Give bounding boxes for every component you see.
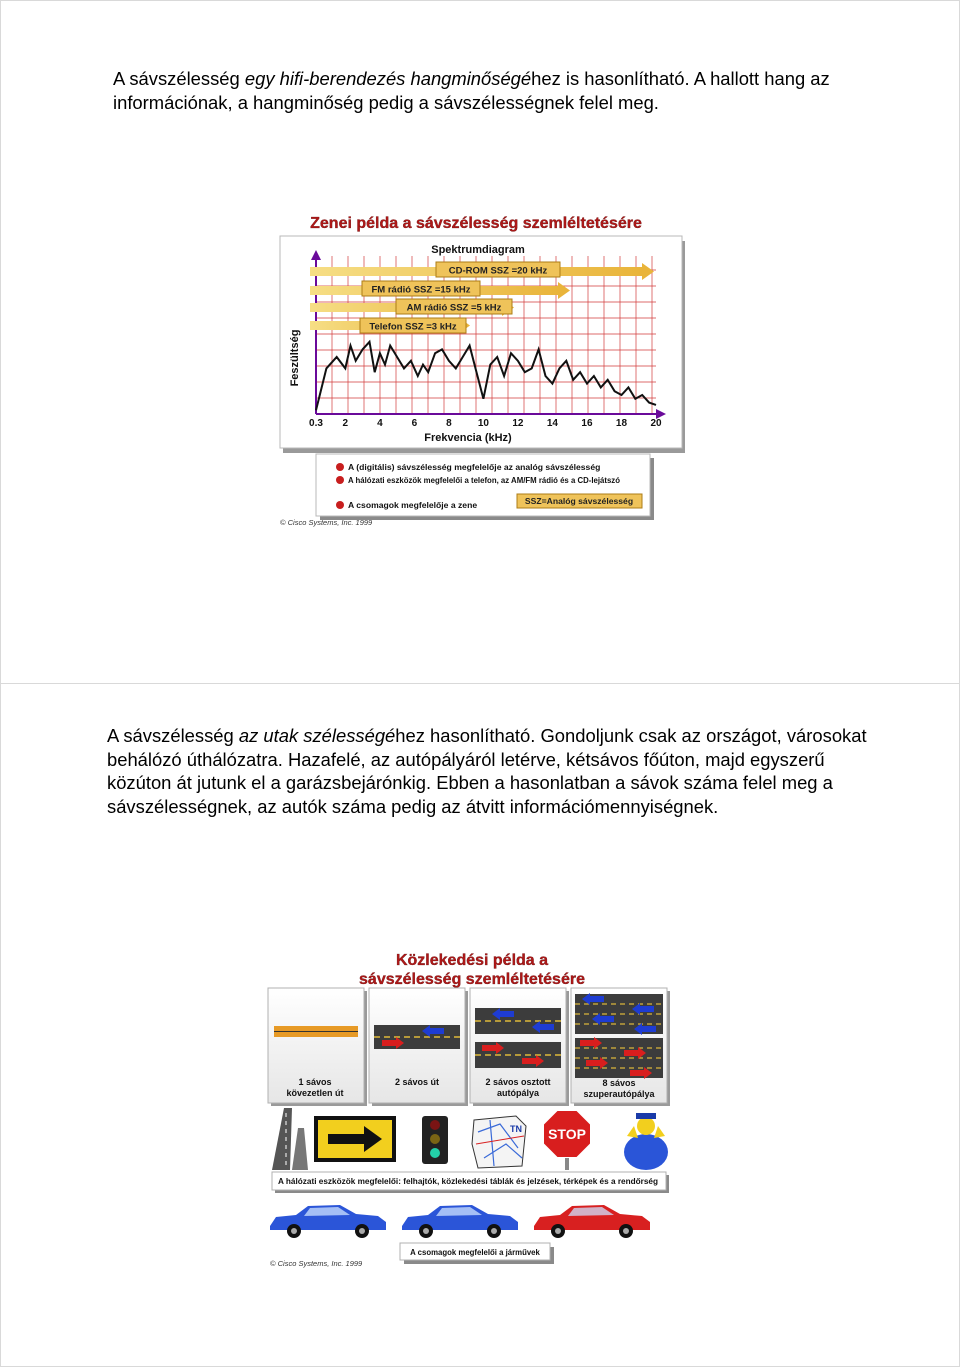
x-tick-label: 12: [512, 418, 524, 429]
road-panel-divided-highway: [470, 988, 569, 1106]
copyright-text: © Cisco Systems, Inc. 1999: [280, 518, 373, 527]
paragraph-roads: [107, 724, 867, 818]
road-label: 2 sávos út: [394, 1077, 440, 1087]
map-label: TN: [510, 1124, 522, 1134]
devices-caption: A hálózati eszközök megfelelői: felhajtók, közlekedési táblák és jelzések, térképek és a rendőrség: [278, 1177, 659, 1186]
police-officer-icon: [624, 1113, 668, 1170]
text-segment: A sávszélesség: [113, 68, 245, 89]
bullet-icon: [336, 463, 344, 471]
road-label: 1 sávos: [298, 1077, 332, 1087]
text-segment: hez hasonlítható. Gondoljunk csak az országot, városokat behálózó úthálózatra. Hazafelé, az autópályáról letérve, kétsávos főúton, majd egyszerű közúton át jutunk el a garázsbejárónkig. Ebben a hasonlatban a sávok száma felel meg a sávszélességnek, az autók száma pedig az átvitt információmennyiségnek.: [107, 725, 867, 817]
vehicles-caption: A csomagok megfelelői a járművek: [410, 1248, 540, 1257]
x-tick-label: 16: [581, 418, 593, 429]
blue-car-icon: [270, 1205, 386, 1238]
page-divider: [0, 683, 960, 684]
x-axis-label: Frekvencia (kHz): [424, 432, 512, 444]
road-label: 2 sávos osztott: [485, 1077, 551, 1087]
band-label: CD-ROM SSZ =20 kHz: [448, 265, 548, 277]
music-example-figure: [276, 208, 686, 530]
on-ramp-icon: [272, 1108, 308, 1170]
figure2-title-line1: Közlekedési példa a: [395, 952, 549, 969]
road-panel-2-lane: [369, 988, 468, 1106]
traffic-light-icon: [422, 1116, 448, 1164]
x-tick-label: 8: [446, 418, 452, 429]
bullet-icon: [336, 501, 344, 509]
red-car-icon: [534, 1205, 650, 1238]
legend-note: SSZ=Analóg sávszélesség: [524, 496, 634, 506]
road-label: kövezetlen út: [286, 1088, 344, 1098]
band-label: Telefon SSZ =3 kHz: [369, 321, 457, 333]
x-tick-label: 14: [546, 418, 559, 429]
legend-item-text: A csomagok megfelelője a zene: [348, 500, 478, 510]
x-tick-label: 0.3: [309, 418, 323, 429]
y-axis-label: Feszültség: [289, 329, 301, 387]
road-label: szuperautópálya: [583, 1089, 655, 1099]
band-label: FM rádió SSZ =15 kHz: [371, 284, 471, 296]
legend-item: [336, 475, 620, 485]
x-tick-label: 4: [377, 418, 383, 429]
road-label: 8 sávos: [602, 1078, 636, 1088]
text-segment: A sávszélesség: [107, 725, 239, 746]
direction-sign-icon: [314, 1116, 396, 1162]
paragraph-hifi: [113, 67, 873, 114]
figure1-title: Zenei példa a sávszélesség szemléltetésére: [310, 215, 642, 232]
legend-item: [336, 462, 600, 472]
stop-sign-icon: [543, 1110, 591, 1170]
road-panel-1-lane: [268, 988, 367, 1106]
road-label: autópálya: [496, 1088, 540, 1098]
chart-title: Spektrumdiagram: [431, 244, 525, 256]
bullet-icon: [336, 476, 344, 484]
x-tick-label: 10: [477, 418, 489, 429]
band-label: AM rádió SSZ =5 kHz: [406, 302, 502, 314]
legend-item: [336, 500, 477, 510]
x-tick-label: 2: [342, 418, 349, 429]
text-segment-italic: egy hifi-berendezés hangminőségé: [244, 68, 532, 89]
copyright-text: © Cisco Systems, Inc. 1999: [270, 1259, 363, 1268]
x-tick-label: 6: [411, 418, 418, 429]
text-segment-italic: az utak szélességé: [238, 725, 396, 746]
legend-item-text: A (digitális) sávszélesség megfelelője az analóg sávszélesség: [348, 462, 601, 472]
traffic-example-figure: [264, 948, 674, 1270]
x-tick-label: 18: [615, 418, 628, 429]
x-tick-label: 20: [650, 418, 662, 429]
text-segment: hez is hasonlítható. A hallott hang az információnak, a hangminőség pedig a sávszélességnek felel meg.: [113, 68, 830, 113]
stop-sign-text: STOP: [548, 1126, 586, 1142]
legend-item-text: A hálózati eszközök megfelelői a telefon, az AM/FM rádió és a CD-lejátszó: [348, 475, 620, 485]
road-panel-superhighway: [571, 988, 670, 1106]
figure2-title-line2: sávszélesség szemléltetésére: [359, 971, 585, 988]
map-icon: [472, 1116, 526, 1168]
blue-car-icon: [402, 1205, 518, 1238]
